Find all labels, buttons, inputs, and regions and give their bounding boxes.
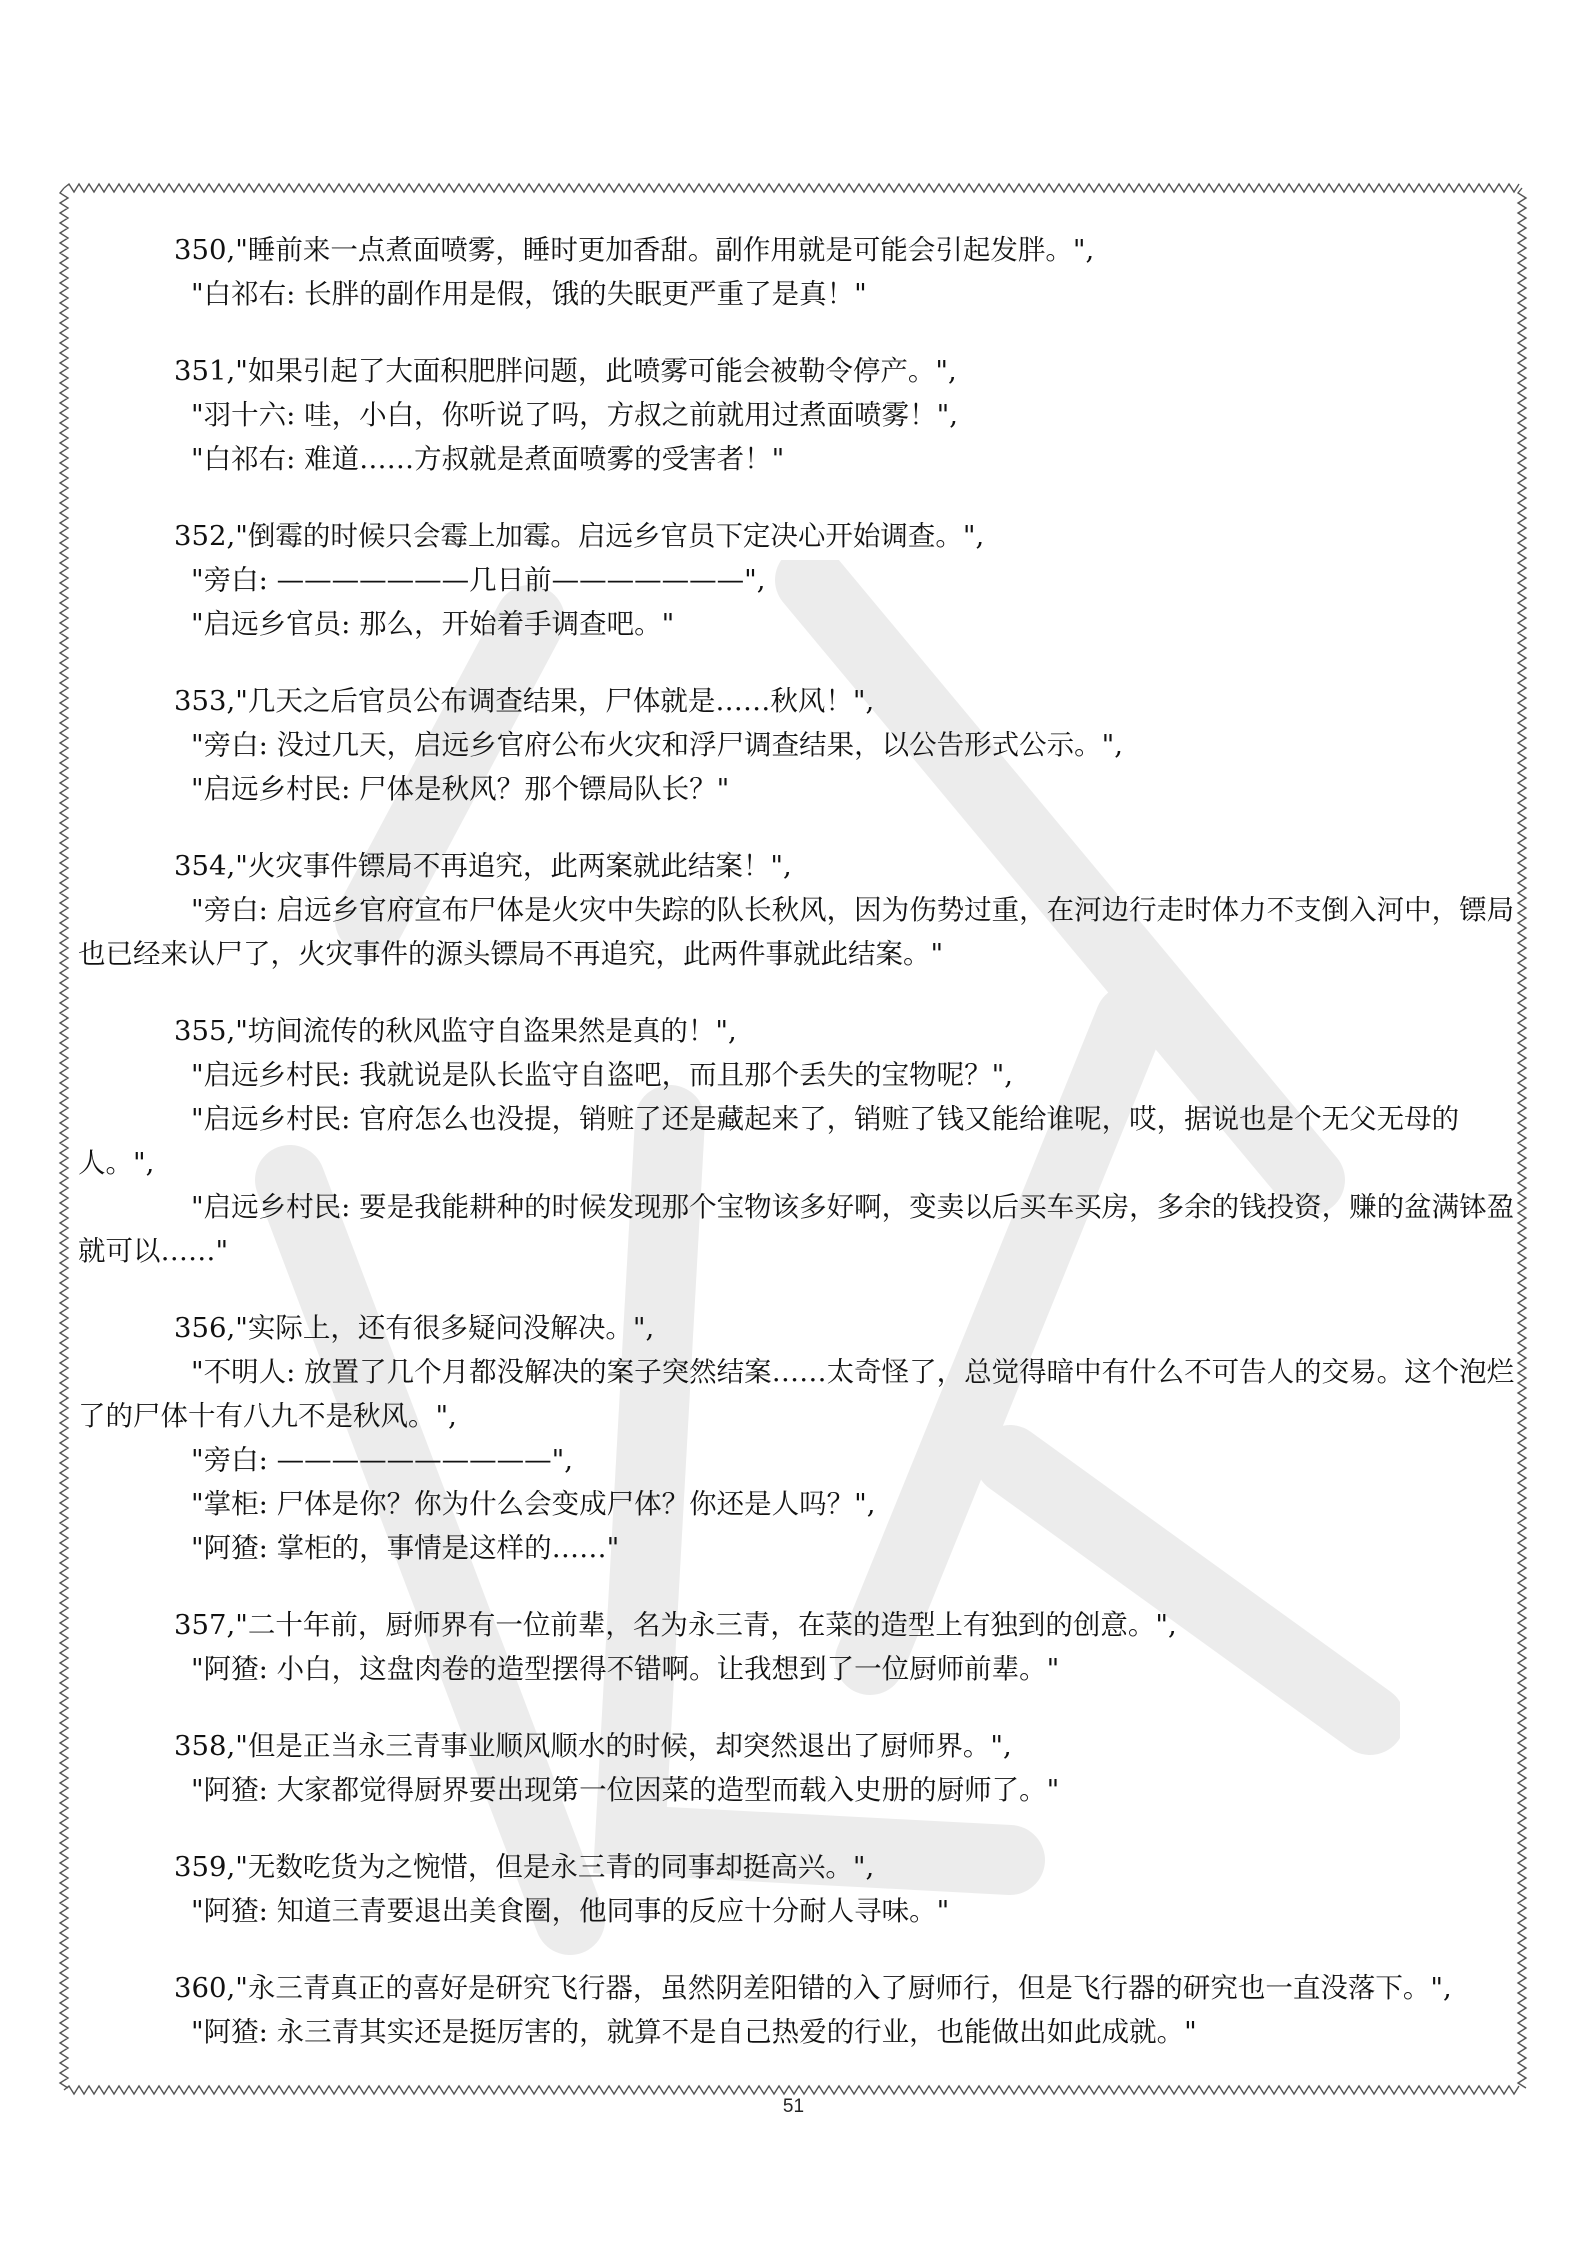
entry-heading: 357,"二十年前，厨师界有一位前辈，名为永三青，在菜的造型上有独到的创意。", [174, 1609, 1177, 1641]
document-body [78, 228, 1524, 2087]
entry-358 [78, 1724, 1524, 1812]
dialogue-line: "旁白: 启远乡官府宣布尸体是火灾中失踪的队长秋风，因为伤势过重，在河边行走时体力不支倒入河中，镖局也已经来认尸了，火灾事件的源头镖局不再追究，此两件事就此结案。" [78, 894, 1515, 970]
entry-heading: 358,"但是正当永三青事业顺风顺水的时候，却突然退出了厨师界。", [174, 1730, 1012, 1762]
entry-350 [78, 228, 1524, 316]
dialogue-line: "阿猹: 小白，这盘肉卷的造型摆得不错啊。让我想到了一位厨师前辈。" [191, 1653, 1060, 1685]
entry-359 [78, 1845, 1524, 1933]
entry-354 [78, 844, 1524, 976]
dialogue-line: "阿猹: 知道三青要退出美食圈，他同事的反应十分耐人寻味。" [191, 1895, 950, 1927]
entry-heading: 355,"坊间流传的秋风监守自盗果然是真的！", [174, 1015, 737, 1047]
dialogue-line: "白祁右: 难道……方叔就是煮面喷雾的受害者！" [191, 443, 785, 475]
entry-heading: 354,"火灾事件镖局不再追究，此两案就此结案！", [174, 850, 792, 882]
dialogue-line: "白祁右: 长胖的副作用是假，饿的失眠更严重了是真！" [191, 278, 867, 310]
dialogue-line: "羽十六: 哇，小白，你听说了吗，方叔之前就用过煮面喷雾！", [191, 399, 959, 431]
dialogue-line: "掌柜: 尸体是你？你为什么会变成尸体？你还是人吗？", [191, 1488, 876, 1520]
border-edge [64, 184, 1519, 192]
entry-356 [78, 1306, 1524, 1570]
border-edge [64, 2086, 1519, 2094]
entry-heading: 360,"永三青真正的喜好是研究飞行器，虽然阴差阳错的入了厨师行，但是飞行器的研究也一直没落下。", [174, 1972, 1452, 2004]
dialogue-line: "启远乡村民: 官府怎么也没提，销赃了还是藏起来了，销赃了钱又能给谁呢，哎，据说也是个无父无母的人。", [78, 1103, 1460, 1179]
entry-heading: 351,"如果引起了大面积肥胖问题，此喷雾可能会被勒令停产。", [174, 355, 957, 387]
dialogue-line: "启远乡官员: 那么，开始着手调查吧。" [191, 608, 675, 640]
entry-heading: 353,"几天之后官员公布调查结果，尸体就是……秋风！", [174, 685, 875, 717]
dialogue-line: "阿猹: 永三青其实还是挺厉害的，就算不是自己热爱的行业，也能做出如此成就。" [191, 2016, 1197, 2048]
dialogue-line: "启远乡村民: 我就说是队长监守自盗吧，而且那个丢失的宝物呢？", [191, 1059, 1014, 1091]
entry-357 [78, 1603, 1524, 1691]
entry-heading: 359,"无数吃货为之惋惜，但是永三青的同事却挺高兴。", [174, 1851, 875, 1883]
entry-heading: 350,"睡前来一点煮面喷雾，睡时更加香甜。副作用就是可能会引起发胖。", [174, 234, 1095, 266]
entry-353 [78, 679, 1524, 811]
entry-355 [78, 1009, 1524, 1273]
dialogue-line: "旁白: 没过几天，启远乡官府公布火灾和浮尸调查结果，以公告形式公示。", [191, 729, 1124, 761]
dialogue-line: "启远乡村民: 要是我能耕种的时候发现那个宝物该多好啊，变卖以后买车买房，多余的钱投资，赚的盆满钵盈就可以……" [78, 1191, 1515, 1267]
entry-heading: 352,"倒霉的时候只会霉上加霉。启远乡官员下定决心开始调查。", [174, 520, 985, 552]
dialogue-line: "不明人: 放置了几个月都没解决的案子突然结案……太奇怪了，总觉得暗中有什么不可告人的交易。这个泡烂了的尸体十有八九不是秋风。", [78, 1356, 1515, 1432]
border-edge [60, 188, 68, 2088]
dialogue-line: "旁白: ———————几日前———————", [191, 564, 766, 596]
dialogue-line: "阿猹: 大家都觉得厨界要出现第一位因菜的造型而载入史册的厨师了。" [191, 1774, 1060, 1806]
dialogue-line: "旁白: ——————————", [191, 1444, 574, 1476]
entry-360 [78, 1966, 1524, 2054]
dialogue-line: "阿猹: 掌柜的，事情是这样的……" [191, 1532, 620, 1564]
page-number: 51 [782, 2096, 805, 2117]
entry-351 [78, 349, 1524, 481]
entry-heading: 356,"实际上，还有很多疑问没解决。", [174, 1312, 655, 1344]
dialogue-line: "启远乡村民: 尸体是秋风？那个镖局队长？" [191, 773, 730, 805]
entry-352 [78, 514, 1524, 646]
